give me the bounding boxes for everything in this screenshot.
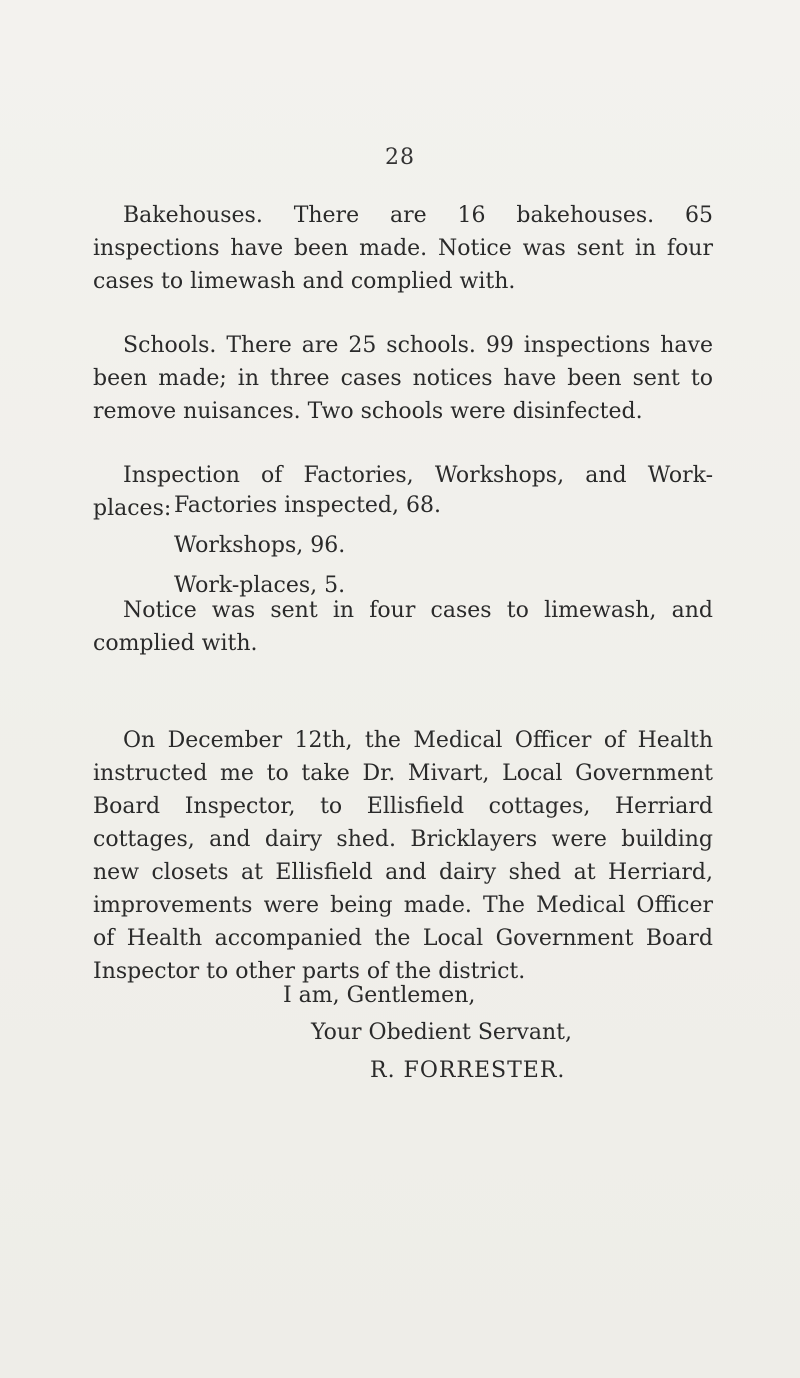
paragraph-december (93, 724, 713, 988)
closing-salutation: I am, Gentlemen, (283, 983, 476, 1008)
signature: R. FORRESTER. (370, 1058, 566, 1083)
paragraph-schools (93, 329, 713, 428)
list-item: Factories inspected, 68. (174, 493, 441, 518)
list-item: Work-places, 5. (174, 573, 346, 598)
page-number: 28 (385, 145, 415, 170)
paragraph-text: Bakehouses. There are 16 bakehouses. 65 inspections have been made. Notice was sent in four cases to limewash and complied with. (93, 203, 713, 294)
paragraph-text: Schools. There are 25 schools. 99 inspections have been made; in three cases notices have been sent to remove nuisances. Two schools were disinfected. (93, 333, 713, 424)
paragraph-text: On December 12th, the Medical Officer of Health instructed me to take Dr. Mivart, Local Government Board Inspector, to Ellisfield cottages, Herriard cottages, and dairy shed. Bricklayers were building new closets at Ellisfield and dairy shed at Herriard, improvements were being made. The Medical Officer of Health accompanied the Local Government Board Inspector to other parts of the district. (93, 728, 713, 984)
paragraph-text: Inspection of Factories, Workshops, and Work-places: (93, 463, 713, 521)
list-item: Workshops, 96. (174, 533, 346, 558)
paragraph-notice (93, 594, 713, 660)
paragraph-bakehouses (93, 199, 713, 298)
closing-valediction: Your Obedient Servant, (311, 1020, 572, 1045)
inspection-list (174, 489, 441, 609)
paragraph-text: Notice was sent in four cases to limewash, and complied with. (93, 598, 713, 656)
